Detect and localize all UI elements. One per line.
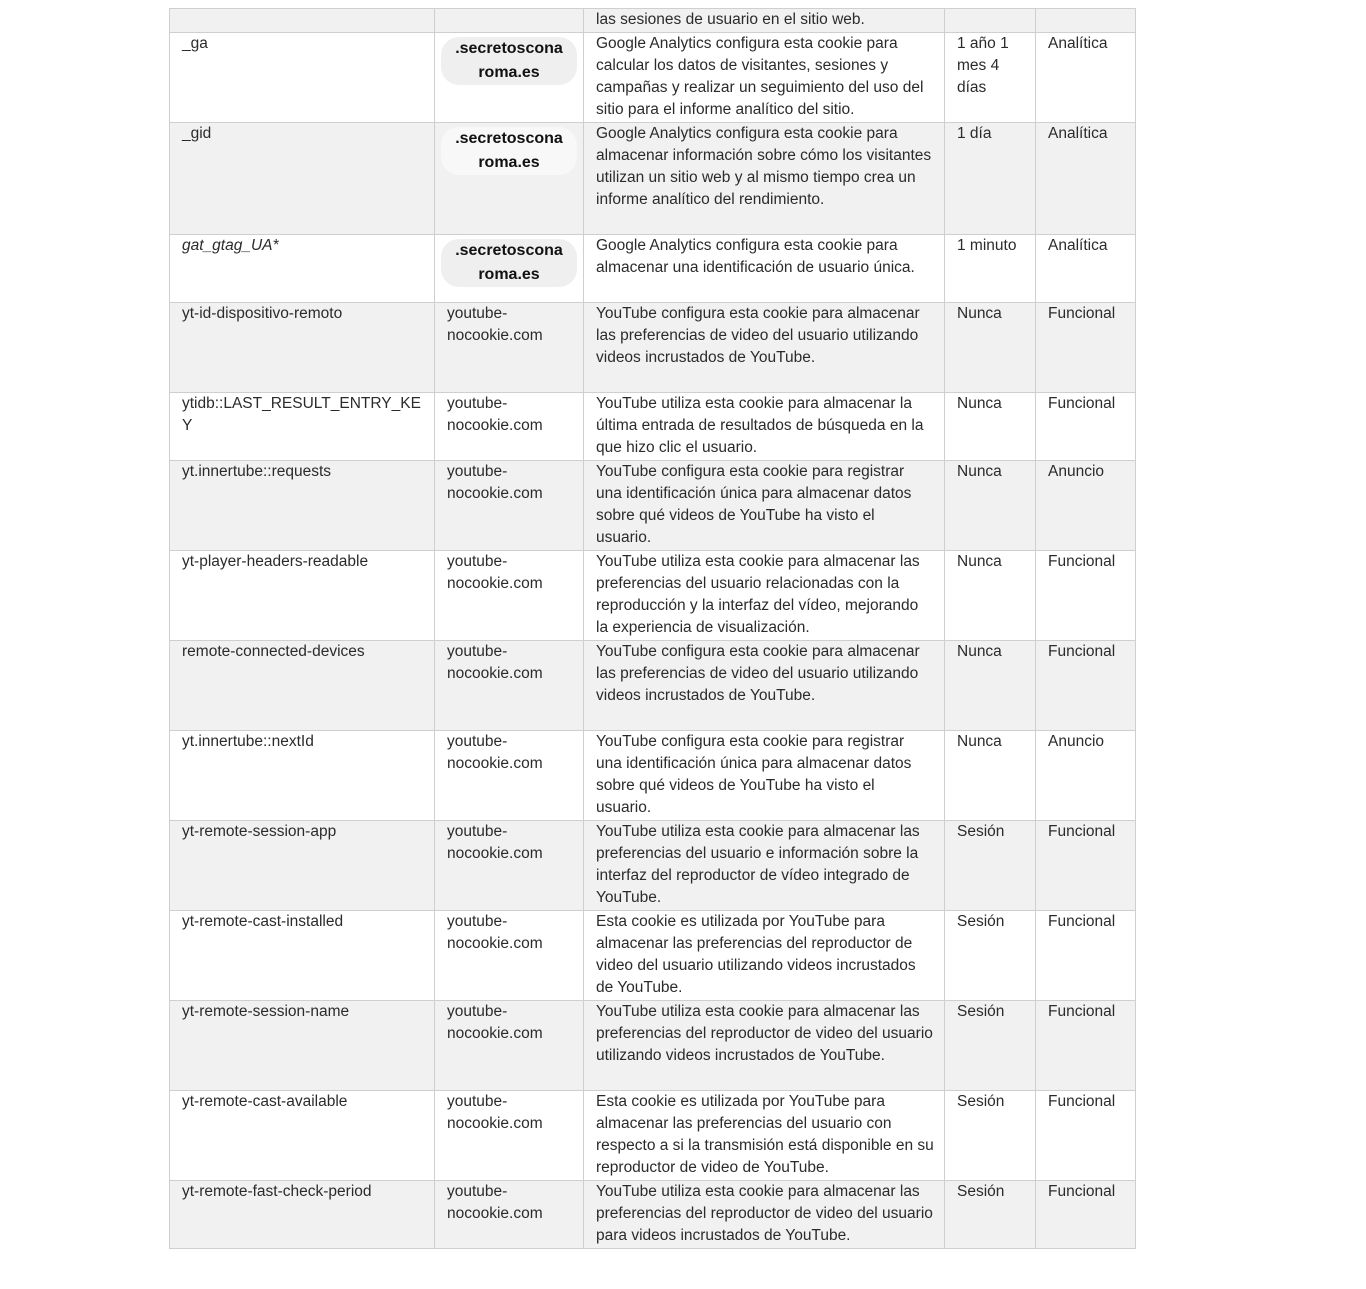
cookie-domain: youtube- nocookie.com — [447, 643, 543, 682]
cookie-name-cell — [170, 33, 435, 123]
cookie-name: yt.innertube::requests — [182, 463, 332, 480]
table-row — [170, 551, 1136, 641]
cookie-duration: Nunca — [957, 463, 1002, 480]
cookie-name: gat_gtag_UA* — [182, 237, 279, 254]
cookie-domain-cell — [435, 551, 584, 641]
cookie-type: Analítica — [1048, 125, 1108, 142]
cookie-name: yt-player-headers-readable — [182, 553, 369, 570]
cookie-type: Funcional — [1048, 305, 1116, 322]
cookie-description: YouTube utiliza esta cookie para almacenar la última entrada de resultados de búsqueda en la que hizo clic el usuario. — [596, 395, 924, 456]
cookie-type: Anuncio — [1048, 733, 1105, 750]
cookie-description-cell — [584, 1001, 945, 1091]
cookie-domain-cell — [435, 821, 584, 911]
cookie-description: YouTube utiliza esta cookie para almacenar las preferencias del reproductor de video del usuario utilizando videos incrustados de YouTube. — [596, 1003, 933, 1064]
cookie-duration-cell — [945, 1181, 1036, 1249]
cookie-description: Google Analytics configura esta cookie para calcular los datos de visitantes, sesiones y campañas y realizar un seguimiento del uso del sitio para el informe analítico del sitio. — [596, 35, 924, 118]
cookie-description-cell — [584, 911, 945, 1001]
cookie-duration: Nunca — [957, 643, 1002, 660]
cookie-name-cell — [170, 461, 435, 551]
cookie-name-cell — [170, 235, 435, 303]
cookie-description-cell — [584, 821, 945, 911]
cookie-type-cell — [1036, 551, 1136, 641]
cookie-description: Google Analytics configura esta cookie para almacenar una identificación de usuario única. — [596, 237, 915, 276]
cookie-type: Funcional — [1048, 823, 1116, 840]
cookie-name: yt-remote-cast-available — [182, 1093, 348, 1110]
cookie-duration: Sesión — [957, 1093, 1005, 1110]
cookie-description: Esta cookie es utilizada por YouTube para almacenar las preferencias del usuario con respecto a si la transmisión está disponible en su reproductor de video de YouTube. — [596, 1093, 934, 1176]
cookie-type-cell — [1036, 1091, 1136, 1181]
cookie-domain: youtube- nocookie.com — [447, 913, 543, 952]
cookie-domain: .secretoscona roma.es — [441, 37, 577, 85]
cookie-domain-cell — [435, 911, 584, 1001]
table-row — [170, 1001, 1136, 1091]
cookie-type-cell — [1036, 821, 1136, 911]
cookie-domain-cell — [435, 1001, 584, 1091]
cookie-domain-cell — [435, 731, 584, 821]
cookie-duration: Sesión — [957, 913, 1005, 930]
cookie-duration-cell — [945, 33, 1036, 123]
cookie-domain: youtube- nocookie.com — [447, 305, 543, 344]
cookie-name-cell — [170, 551, 435, 641]
cookie-name-cell — [170, 1001, 435, 1091]
cookie-duration-cell — [945, 551, 1036, 641]
cookie-name-cell — [170, 821, 435, 911]
cookie-domain-cell — [435, 393, 584, 461]
cookie-type: Funcional — [1048, 1183, 1116, 1200]
cookie-type-cell — [1036, 641, 1136, 731]
cookie-name-cell — [170, 123, 435, 235]
cookie-name-cell — [170, 1091, 435, 1181]
cookie-description-cell — [584, 123, 945, 235]
cookie-type: Anuncio — [1048, 463, 1105, 480]
cookie-type-cell — [1036, 731, 1136, 821]
cookie-description: YouTube utiliza esta cookie para almacenar las preferencias del reproductor de video del usuario para videos incrustados de YouTube. — [596, 1183, 933, 1244]
cookie-description: las sesiones de usuario en el sitio web. — [596, 11, 865, 28]
cookie-duration: 1 año 1 mes 4 días — [957, 35, 1009, 96]
cookie-description: YouTube configura esta cookie para almacenar las preferencias de video del usuario utilizando videos incrustados de YouTube. — [596, 305, 920, 366]
cookie-domain: .secretoscona roma.es — [441, 239, 577, 287]
cookie-duration: 1 día — [957, 125, 992, 142]
cookie-description: YouTube utiliza esta cookie para almacenar las preferencias del usuario relacionadas con la reproducción y la interfaz del vídeo, mejorando la experiencia de visualización. — [596, 553, 920, 636]
cookie-description-cell — [584, 731, 945, 821]
cookie-duration: Nunca — [957, 305, 1002, 322]
cookie-type-cell — [1036, 1181, 1136, 1249]
cookie-duration-cell — [945, 821, 1036, 911]
cookie-type: Funcional — [1048, 553, 1116, 570]
cookie-type: Funcional — [1048, 1003, 1116, 1020]
cookie-type-cell — [1036, 9, 1136, 33]
cookie-domain: youtube- nocookie.com — [447, 1093, 543, 1132]
cookie-name-cell — [170, 9, 435, 33]
cookie-duration: Nunca — [957, 733, 1002, 750]
cookie-type-cell — [1036, 123, 1136, 235]
table-row — [170, 1181, 1136, 1249]
cookie-domain-cell — [435, 33, 584, 123]
cookie-duration-cell — [945, 123, 1036, 235]
cookie-name: yt.innertube::nextId — [182, 733, 314, 750]
cookie-description: YouTube utiliza esta cookie para almacenar las preferencias del usuario e información sobre la interfaz del reproductor de vídeo integrado de YouTube. — [596, 823, 920, 906]
cookie-description: Google Analytics configura esta cookie para almacenar información sobre cómo los visitantes utilizan un sitio web y al mismo tiempo crea un informe analítico del rendimiento. — [596, 125, 932, 208]
cookie-description-cell — [584, 551, 945, 641]
cookie-name-cell — [170, 393, 435, 461]
table-row — [170, 393, 1136, 461]
cookie-domain: youtube- nocookie.com — [447, 823, 543, 862]
cookie-table-body — [170, 9, 1136, 1249]
cookie-description: Esta cookie es utilizada por YouTube para almacenar las preferencias del reproductor de video del usuario utilizando videos incrustados de YouTube. — [596, 913, 916, 996]
cookie-type-cell — [1036, 1001, 1136, 1091]
table-row — [170, 1091, 1136, 1181]
cookie-name-cell — [170, 731, 435, 821]
cookie-description-cell — [584, 33, 945, 123]
cookie-type-cell — [1036, 33, 1136, 123]
cookie-domain: youtube- nocookie.com — [447, 1183, 543, 1222]
cookie-duration-cell — [945, 641, 1036, 731]
cookie-domain-cell — [435, 641, 584, 731]
cookie-name: _gid — [182, 125, 212, 142]
table-row — [170, 33, 1136, 123]
cookie-type-cell — [1036, 461, 1136, 551]
cookie-duration: 1 minuto — [957, 237, 1017, 254]
table-row — [170, 123, 1136, 235]
cookie-description-cell — [584, 303, 945, 393]
cookie-domain: youtube- nocookie.com — [447, 553, 543, 592]
cookie-type-cell — [1036, 303, 1136, 393]
table-row — [170, 461, 1136, 551]
cookie-domain-cell — [435, 9, 584, 33]
cookie-type: Analítica — [1048, 237, 1108, 254]
cookie-duration-cell — [945, 1091, 1036, 1181]
cookie-type: Analítica — [1048, 35, 1108, 52]
cookie-name: yt-id-dispositivo-remoto — [182, 305, 343, 322]
cookie-duration-cell — [945, 731, 1036, 821]
cookie-duration: Nunca — [957, 553, 1002, 570]
cookie-name: ytidb::LAST_RESULT_ENTRY_KE Y — [182, 395, 421, 434]
cookie-duration: Sesión — [957, 823, 1005, 840]
cookie-description-cell — [584, 9, 945, 33]
cookie-domain-cell — [435, 303, 584, 393]
cookie-duration: Nunca — [957, 395, 1002, 412]
cookie-description-cell — [584, 235, 945, 303]
table-row — [170, 911, 1136, 1001]
cookie-domain-cell — [435, 1181, 584, 1249]
cookie-domain: youtube- nocookie.com — [447, 1003, 543, 1042]
cookie-duration-cell — [945, 235, 1036, 303]
table-row — [170, 303, 1136, 393]
cookie-duration: Sesión — [957, 1183, 1005, 1200]
cookie-name: remote-connected-devices — [182, 643, 365, 660]
table-row — [170, 641, 1136, 731]
cookie-domain-cell — [435, 235, 584, 303]
cookie-description: YouTube configura esta cookie para registrar una identificación única para almacenar datos sobre qué videos de YouTube ha visto el usuario. — [596, 463, 912, 546]
cookie-domain-cell — [435, 461, 584, 551]
cookie-type: Funcional — [1048, 643, 1116, 660]
table-row — [170, 731, 1136, 821]
cookie-domain: youtube- nocookie.com — [447, 395, 543, 434]
cookie-name-cell — [170, 303, 435, 393]
cookie-type: Funcional — [1048, 1093, 1116, 1110]
cookie-name: yt-remote-fast-check-period — [182, 1183, 372, 1200]
cookie-name-cell — [170, 911, 435, 1001]
cookie-duration-cell — [945, 393, 1036, 461]
cookie-name: yt-remote-session-name — [182, 1003, 350, 1020]
cookie-description-cell — [584, 1181, 945, 1249]
cookie-duration-cell — [945, 461, 1036, 551]
cookie-type-cell — [1036, 393, 1136, 461]
cookie-type-cell — [1036, 911, 1136, 1001]
cookie-description-cell — [584, 393, 945, 461]
table-row — [170, 235, 1136, 303]
cookie-description-cell — [584, 461, 945, 551]
cookie-domain-cell — [435, 1091, 584, 1181]
cookie-name-cell — [170, 641, 435, 731]
table-row — [170, 821, 1136, 911]
cookie-duration-cell — [945, 1001, 1036, 1091]
cookie-description-cell — [584, 641, 945, 731]
cookie-duration-cell — [945, 911, 1036, 1001]
cookie-description-cell — [584, 1091, 945, 1181]
cookie-domain: .secretoscona roma.es — [441, 127, 577, 175]
cookie-type-cell — [1036, 235, 1136, 303]
cookie-type: Funcional — [1048, 395, 1116, 412]
cookie-description: YouTube configura esta cookie para almacenar las preferencias de video del usuario utilizando videos incrustados de YouTube. — [596, 643, 920, 704]
cookie-description: YouTube configura esta cookie para registrar una identificación única para almacenar datos sobre qué videos de YouTube ha visto el usuario. — [596, 733, 912, 816]
cookie-name: yt-remote-session-app — [182, 823, 337, 840]
table-row-partial — [170, 9, 1136, 33]
cookie-name: yt-remote-cast-installed — [182, 913, 344, 930]
cookie-duration-cell — [945, 303, 1036, 393]
cookie-domain: youtube- nocookie.com — [447, 733, 543, 772]
cookie-domain-cell — [435, 123, 584, 235]
cookie-table — [169, 8, 1136, 1249]
cookie-type: Funcional — [1048, 913, 1116, 930]
cookie-duration: Sesión — [957, 1003, 1005, 1020]
cookie-duration-cell — [945, 9, 1036, 33]
cookie-domain: youtube- nocookie.com — [447, 463, 543, 502]
cookie-name-cell — [170, 1181, 435, 1249]
cookie-name: _ga — [182, 35, 208, 52]
